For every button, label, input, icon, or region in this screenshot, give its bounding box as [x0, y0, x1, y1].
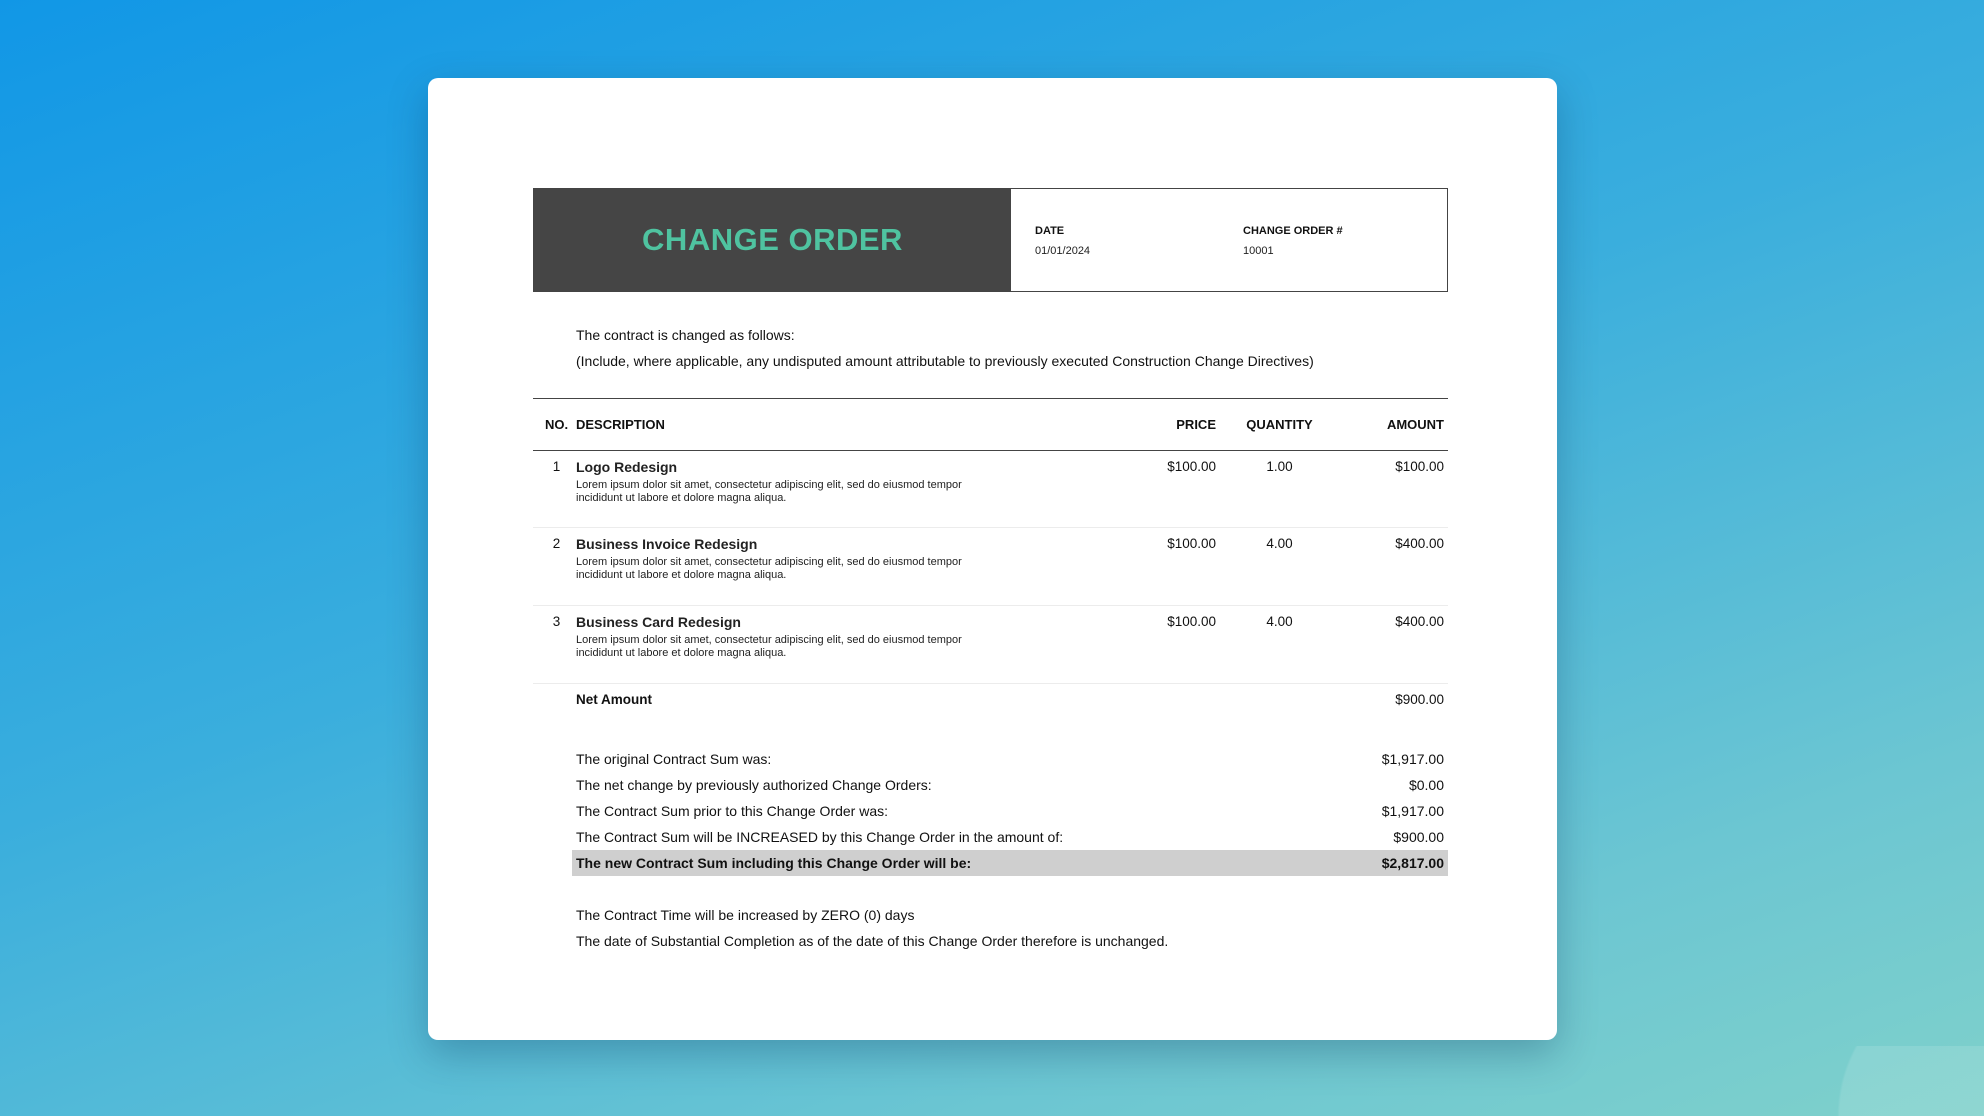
summary-label: The original Contract Sum was:	[576, 750, 772, 767]
item-note: Lorem ipsum dolor sit amet, consectetur adipiscing elit, sed do eiusmod tempor incididunt ut labore et dolore magna aliqua.	[576, 479, 962, 504]
footer-line-1: The Contract Time will be increased by ZERO (0) days	[576, 906, 915, 923]
row-amount: $100.00	[1331, 451, 1448, 528]
row-amount: $400.00	[1331, 528, 1448, 606]
intro-line-2: (Include, where applicable, any undisputed amount attributable to previously executed Construction Change Directives)	[576, 353, 1314, 369]
net-amount-label: Net Amount	[576, 692, 652, 707]
row-price: $100.00	[1118, 606, 1228, 684]
date-field	[1035, 225, 1243, 291]
date-label: DATE	[1035, 225, 1065, 237]
summary-value: $2,817.00	[1381, 854, 1444, 871]
document-card	[428, 78, 1557, 1040]
row-quantity: 4.00	[1228, 528, 1331, 606]
summary-row	[572, 746, 1448, 772]
row-price: $100.00	[1118, 451, 1228, 528]
row-price: $100.00	[1118, 528, 1228, 606]
order-number-field	[1243, 225, 1343, 291]
new-contract-sum-row	[572, 850, 1448, 876]
row-quantity: 4.00	[1228, 606, 1331, 684]
summary-label: The Contract Sum prior to this Change Order was:	[576, 802, 889, 819]
contract-summary	[533, 746, 1448, 876]
document-header	[533, 188, 1448, 292]
net-amount-value: $900.00	[1395, 692, 1444, 707]
summary-row	[572, 798, 1448, 824]
net-spacer	[533, 684, 576, 734]
net-amount-row	[533, 684, 1448, 734]
background-decoration	[1754, 1046, 1984, 1116]
summary-row	[572, 824, 1448, 850]
header-amount: AMOUNT	[1331, 399, 1448, 451]
order-number-value: 10001	[1243, 245, 1274, 257]
row-quantity: 1.00	[1228, 451, 1331, 528]
item-note: Lorem ipsum dolor sit amet, consectetur adipiscing elit, sed do eiusmod tempor incididunt ut labore et dolore magna aliqua.	[576, 556, 962, 581]
net-spacer-price	[1118, 684, 1228, 734]
summary-label: The new Contract Sum including this Change Order will be:	[576, 854, 972, 871]
summary-value: $900.00	[1393, 828, 1444, 845]
document-content	[533, 188, 1448, 954]
header-description: DESCRIPTION	[576, 399, 1118, 451]
item-name: Business Invoice Redesign	[576, 536, 758, 552]
row-description	[576, 606, 1118, 684]
summary-label: The Contract Sum will be INCREASED by this Change Order in the amount of:	[576, 828, 1064, 845]
row-amount: $400.00	[1331, 606, 1448, 684]
summary-row	[572, 772, 1448, 798]
item-note: Lorem ipsum dolor sit amet, consectetur adipiscing elit, sed do eiusmod tempor incididunt ut labore et dolore magna aliqua.	[576, 634, 962, 659]
footer-notes	[533, 902, 1448, 954]
row-description	[576, 528, 1118, 606]
net-spacer-qty	[1228, 684, 1331, 734]
row-no: 3	[533, 606, 576, 684]
row-no: 2	[533, 528, 576, 606]
document-title: CHANGE ORDER	[642, 222, 903, 257]
item-name: Business Card Redesign	[576, 614, 741, 630]
meta-block	[1011, 189, 1447, 291]
table-row	[533, 606, 1448, 684]
header-quantity: QUANTITY	[1228, 399, 1331, 451]
intro-text	[533, 322, 1448, 374]
summary-value: $0.00	[1408, 776, 1444, 793]
summary-value: $1,917.00	[1381, 802, 1444, 819]
date-value: 01/01/2024	[1035, 245, 1091, 257]
table-row	[533, 528, 1448, 606]
item-name: Logo Redesign	[576, 459, 678, 475]
footer-line-2: The date of Substantial Completion as of the date of this Change Order therefore is unchanged.	[576, 932, 1169, 949]
summary-label: The net change by previously authorized Change Orders:	[576, 776, 932, 793]
summary-value: $1,917.00	[1381, 750, 1444, 767]
header-price: PRICE	[1118, 399, 1228, 451]
table-header-row	[533, 399, 1448, 451]
row-no: 1	[533, 451, 576, 528]
order-number-label: CHANGE ORDER #	[1243, 225, 1343, 237]
table-row	[533, 451, 1448, 528]
title-block	[534, 189, 1011, 291]
line-items-table	[533, 398, 1448, 734]
header-no: NO.	[533, 399, 576, 451]
row-description	[576, 451, 1118, 528]
intro-line-1: The contract is changed as follows:	[576, 327, 795, 343]
